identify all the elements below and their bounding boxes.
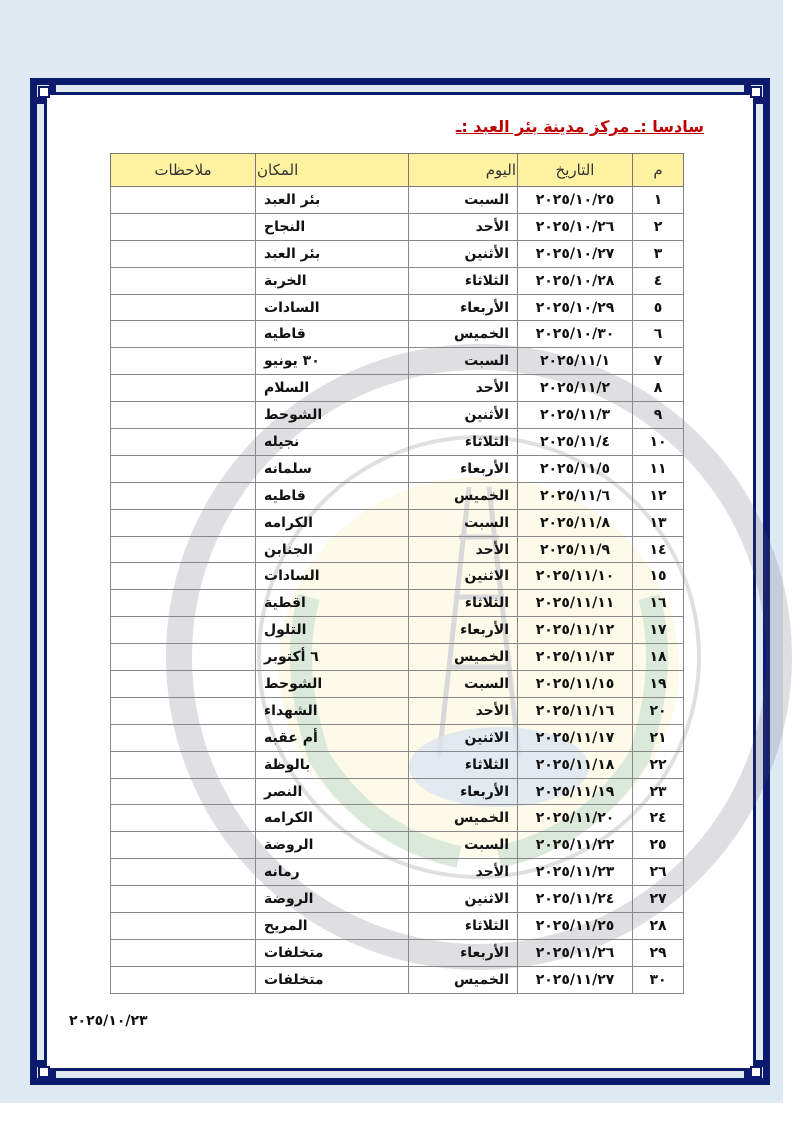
cell-day: الخميس — [409, 482, 518, 509]
cell-day: الثلاثاء — [409, 751, 518, 778]
table-row — [111, 348, 684, 375]
cell-place: المريح — [256, 913, 409, 940]
cell-date: ٢٠٢٥/١١/٣ — [518, 402, 633, 429]
table-row — [111, 724, 684, 751]
table-row — [111, 429, 684, 456]
cell-day: الأثنين — [409, 240, 518, 267]
cell-day: السبت — [409, 187, 518, 214]
cell-day: الأحد — [409, 213, 518, 240]
cell-place: رمانه — [256, 859, 409, 886]
table-row — [111, 536, 684, 563]
cell-place: بئر العبد — [256, 240, 409, 267]
cell-date: ٢٠٢٥/١١/٨ — [518, 509, 633, 536]
header-notes: ملاحظات — [111, 154, 256, 187]
table-row — [111, 455, 684, 482]
cell-num: ٢٥ — [633, 832, 684, 859]
cell-num: ١٥ — [633, 563, 684, 590]
cell-notes — [111, 697, 256, 724]
cell-date: ٢٠٢٥/١١/٤ — [518, 429, 633, 456]
table-row — [111, 939, 684, 966]
cell-day: الثلاثاء — [409, 590, 518, 617]
table-row — [111, 751, 684, 778]
cell-num: ٤ — [633, 267, 684, 294]
cell-date: ٢٠٢٥/١١/١٢ — [518, 617, 633, 644]
cell-date: ٢٠٢٥/١١/١٣ — [518, 644, 633, 671]
cell-notes — [111, 939, 256, 966]
cell-notes — [111, 778, 256, 805]
cell-num: ١٤ — [633, 536, 684, 563]
cell-date: ٢٠٢٥/١١/٢ — [518, 375, 633, 402]
header-date: التاريخ — [518, 154, 633, 187]
cell-num: ١٣ — [633, 509, 684, 536]
table-row — [111, 563, 684, 590]
cell-date: ٢٠٢٥/١٠/٢٥ — [518, 187, 633, 214]
cell-notes — [111, 913, 256, 940]
table-row — [111, 240, 684, 267]
table-row — [111, 886, 684, 913]
cell-place: اقطية — [256, 590, 409, 617]
table-row — [111, 805, 684, 832]
cell-num: ١٠ — [633, 429, 684, 456]
cell-notes — [111, 402, 256, 429]
table-row — [111, 187, 684, 214]
table-row — [111, 482, 684, 509]
cell-place: ٣٠ يونيو — [256, 348, 409, 375]
cell-place: الشوحط — [256, 402, 409, 429]
cell-num: ٨ — [633, 375, 684, 402]
cell-num: ١٦ — [633, 590, 684, 617]
cell-date: ٢٠٢٥/١١/١٨ — [518, 751, 633, 778]
cell-day: الأربعاء — [409, 294, 518, 321]
cell-notes — [111, 617, 256, 644]
table-row — [111, 671, 684, 698]
cell-day: الثلاثاء — [409, 913, 518, 940]
cell-notes — [111, 455, 256, 482]
cell-place: النجاح — [256, 213, 409, 240]
cell-num: ٦ — [633, 321, 684, 348]
cell-num: ٥ — [633, 294, 684, 321]
cell-notes — [111, 590, 256, 617]
cell-num: ١٨ — [633, 644, 684, 671]
section-title: سادسا :ـ مركز مدينة بئر العبد :ـ — [455, 117, 704, 136]
cell-notes — [111, 482, 256, 509]
frame-corner-top-left — [38, 86, 50, 98]
cell-num: ٢٧ — [633, 886, 684, 913]
cell-date: ٢٠٢٥/١٠/٢٦ — [518, 213, 633, 240]
cell-num: ٣ — [633, 240, 684, 267]
cell-day: الثلاثاء — [409, 267, 518, 294]
cell-place: ٦ أكتوبر — [256, 644, 409, 671]
table-row — [111, 267, 684, 294]
cell-num: ٢٤ — [633, 805, 684, 832]
table-row — [111, 294, 684, 321]
cell-place: متخلفات — [256, 939, 409, 966]
cell-num: ٣٠ — [633, 966, 684, 993]
cell-num: ٢٨ — [633, 913, 684, 940]
cell-place: الكرامه — [256, 509, 409, 536]
table-row — [111, 590, 684, 617]
cell-date: ٢٠٢٥/١١/٢٠ — [518, 805, 633, 832]
table-row — [111, 697, 684, 724]
cell-place: الروضة — [256, 886, 409, 913]
cell-num: ٢٠ — [633, 697, 684, 724]
cell-date: ٢٠٢٥/١١/١٩ — [518, 778, 633, 805]
cell-date: ٢٠٢٥/١١/٥ — [518, 455, 633, 482]
cell-day: الأثنين — [409, 402, 518, 429]
cell-place: الشهداء — [256, 697, 409, 724]
table-row — [111, 966, 684, 993]
frame-corner-top-right — [750, 86, 762, 98]
cell-place: الروضة — [256, 832, 409, 859]
cell-notes — [111, 321, 256, 348]
cell-day: الأحد — [409, 375, 518, 402]
cell-place: متخلفات — [256, 966, 409, 993]
cell-day: الخميس — [409, 321, 518, 348]
cell-date: ٢٠٢٥/١١/٢٣ — [518, 859, 633, 886]
frame-corner-bottom-right — [750, 1066, 762, 1078]
cell-place: التلول — [256, 617, 409, 644]
cell-day: الثلاثاء — [409, 429, 518, 456]
cell-date: ٢٠٢٥/١٠/٢٩ — [518, 294, 633, 321]
cell-date: ٢٠٢٥/١١/٢٧ — [518, 966, 633, 993]
cell-date: ٢٠٢٥/١١/١٥ — [518, 671, 633, 698]
cell-day: السبت — [409, 832, 518, 859]
cell-place: أم عقبه — [256, 724, 409, 751]
cell-day: الخميس — [409, 644, 518, 671]
header-num: م — [633, 154, 684, 187]
cell-date: ٢٠٢٥/١١/٢٢ — [518, 832, 633, 859]
cell-date: ٢٠٢٥/١١/١٠ — [518, 563, 633, 590]
table-row — [111, 402, 684, 429]
cell-date: ٢٠٢٥/١٠/٢٨ — [518, 267, 633, 294]
cell-place: السلام — [256, 375, 409, 402]
cell-place: الخربة — [256, 267, 409, 294]
cell-day: الاثنين — [409, 724, 518, 751]
cell-notes — [111, 240, 256, 267]
cell-day: السبت — [409, 348, 518, 375]
table-row — [111, 913, 684, 940]
cell-num: ١٧ — [633, 617, 684, 644]
table-row — [111, 617, 684, 644]
cell-notes — [111, 267, 256, 294]
cell-num: ٢٦ — [633, 859, 684, 886]
cell-notes — [111, 375, 256, 402]
cell-notes — [111, 348, 256, 375]
cell-notes — [111, 671, 256, 698]
cell-notes — [111, 429, 256, 456]
header-place: المكان — [256, 154, 409, 187]
cell-place: الشوحط — [256, 671, 409, 698]
cell-place: بئر العبد — [256, 187, 409, 214]
cell-notes — [111, 509, 256, 536]
cell-date: ٢٠٢٥/١١/٢٥ — [518, 913, 633, 940]
cell-num: ٧ — [633, 348, 684, 375]
table-row — [111, 321, 684, 348]
cell-notes — [111, 213, 256, 240]
cell-day: الخميس — [409, 966, 518, 993]
footer-date: ٢٠٢٥/١٠/٢٣ — [69, 1013, 148, 1029]
cell-notes — [111, 563, 256, 590]
cell-notes — [111, 805, 256, 832]
cell-num: ٢ — [633, 213, 684, 240]
cell-notes — [111, 966, 256, 993]
table-row — [111, 509, 684, 536]
cell-place: بالوظة — [256, 751, 409, 778]
cell-day: الأربعاء — [409, 455, 518, 482]
table-row — [111, 832, 684, 859]
cell-day: الاثنين — [409, 886, 518, 913]
cell-num: ٢٩ — [633, 939, 684, 966]
table-header-row — [111, 154, 684, 187]
cell-num: ٢١ — [633, 724, 684, 751]
cell-notes — [111, 886, 256, 913]
cell-place: السادات — [256, 563, 409, 590]
cell-date: ٢٠٢٥/١١/٩ — [518, 536, 633, 563]
cell-notes — [111, 187, 256, 214]
cell-day: الخميس — [409, 805, 518, 832]
cell-notes — [111, 832, 256, 859]
cell-place: السادات — [256, 294, 409, 321]
cell-date: ٢٠٢٥/١١/١٧ — [518, 724, 633, 751]
cell-date: ٢٠٢٥/١٠/٣٠ — [518, 321, 633, 348]
cell-num: ١ — [633, 187, 684, 214]
cell-num: ٩ — [633, 402, 684, 429]
cell-place: قاطيه — [256, 321, 409, 348]
cell-date: ٢٠٢٥/١١/٦ — [518, 482, 633, 509]
cell-num: ٢٢ — [633, 751, 684, 778]
cell-day: الأحد — [409, 536, 518, 563]
schedule-table — [110, 153, 684, 994]
cell-day: الأربعاء — [409, 778, 518, 805]
cell-num: ٢٣ — [633, 778, 684, 805]
cell-date: ٢٠٢٥/١١/٢٤ — [518, 886, 633, 913]
cell-num: ١١ — [633, 455, 684, 482]
cell-notes — [111, 724, 256, 751]
cell-notes — [111, 536, 256, 563]
cell-date: ٢٠٢٥/١١/٢٦ — [518, 939, 633, 966]
cell-day: الأحد — [409, 697, 518, 724]
cell-date: ٢٠٢٥/١١/١١ — [518, 590, 633, 617]
cell-place: نجيله — [256, 429, 409, 456]
table-row — [111, 778, 684, 805]
header-day: اليوم — [409, 154, 518, 187]
cell-day: الأربعاء — [409, 939, 518, 966]
cell-notes — [111, 644, 256, 671]
table-row — [111, 375, 684, 402]
cell-day: الاثنين — [409, 563, 518, 590]
frame-corner-bottom-left — [38, 1066, 50, 1078]
cell-place: الكرامه — [256, 805, 409, 832]
cell-place: قاطيه — [256, 482, 409, 509]
cell-notes — [111, 751, 256, 778]
table-row — [111, 213, 684, 240]
cell-date: ٢٠٢٥/١١/١٦ — [518, 697, 633, 724]
document-content — [59, 107, 742, 1057]
cell-day: الأحد — [409, 859, 518, 886]
cell-date: ٢٠٢٥/١١/١ — [518, 348, 633, 375]
cell-day: الأربعاء — [409, 617, 518, 644]
cell-place: سلمانه — [256, 455, 409, 482]
cell-day: السبت — [409, 509, 518, 536]
cell-notes — [111, 859, 256, 886]
schedule-body — [111, 187, 684, 994]
table-row — [111, 859, 684, 886]
table-row — [111, 644, 684, 671]
cell-day: السبت — [409, 671, 518, 698]
cell-date: ٢٠٢٥/١٠/٢٧ — [518, 240, 633, 267]
cell-place: النصر — [256, 778, 409, 805]
cell-place: الجنابن — [256, 536, 409, 563]
cell-num: ١٩ — [633, 671, 684, 698]
cell-notes — [111, 294, 256, 321]
cell-num: ١٢ — [633, 482, 684, 509]
